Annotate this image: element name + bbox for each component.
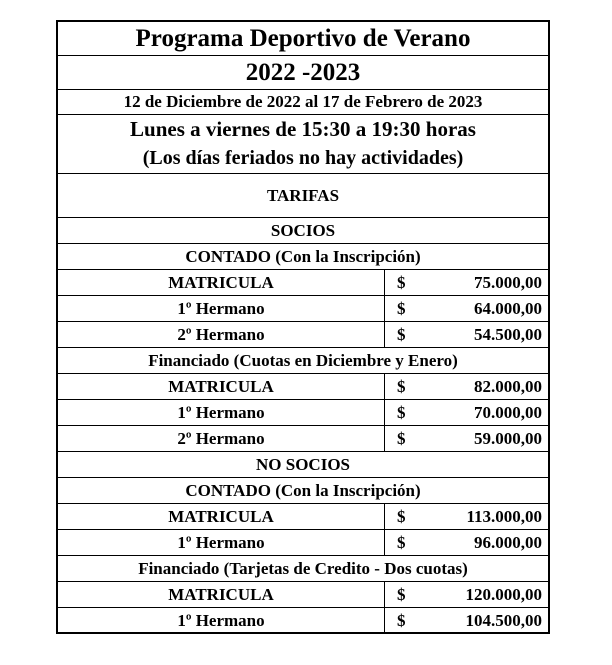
price-label: 2º Hermano — [58, 322, 385, 347]
tariff-sheet — [56, 20, 550, 634]
price-label: MATRICULA — [58, 270, 385, 295]
currency-sign: $ — [397, 324, 406, 344]
socios-heading: SOCIOS — [58, 218, 548, 244]
currency-sign: $ — [397, 298, 406, 318]
price-amount: 96.000,00 — [474, 532, 542, 552]
price-row — [58, 374, 548, 400]
tarifas-heading: TARIFAS — [58, 174, 548, 218]
currency-sign: $ — [397, 532, 406, 552]
socios-contado-heading: CONTADO (Con la Inscripción) — [58, 244, 548, 270]
currency-sign: $ — [397, 506, 406, 526]
price-row — [58, 400, 548, 426]
price-label: 1º Hermano — [58, 296, 385, 321]
price-amount: 113.000,00 — [466, 506, 542, 526]
price-row — [58, 322, 548, 348]
no-socios-heading: NO SOCIOS — [58, 452, 548, 478]
currency-sign: $ — [397, 376, 406, 396]
price-row — [58, 530, 548, 556]
no-socios-contado-heading: CONTADO (Con la Inscripción) — [58, 478, 548, 504]
price-amount: 120.000,00 — [465, 584, 542, 604]
price-amount: 70.000,00 — [474, 402, 542, 422]
currency-sign: $ — [397, 272, 406, 292]
price-amount: 75.000,00 — [474, 272, 542, 292]
no-socios-financiado-heading: Financiado (Tarjetas de Credito - Dos cuotas) — [58, 556, 548, 582]
price-label: MATRICULA — [58, 374, 385, 399]
price-amount: 64.000,00 — [474, 298, 542, 318]
price-amount: 82.000,00 — [474, 376, 542, 396]
season-dates: 12 de Diciembre de 2022 al 17 de Febrero de 2023 — [58, 90, 548, 115]
price-label: 1º Hermano — [58, 608, 385, 634]
currency-sign: $ — [397, 611, 406, 630]
price-amount: 104.500,00 — [465, 611, 542, 630]
price-label: MATRICULA — [58, 582, 385, 607]
price-label: 1º Hermano — [58, 400, 385, 425]
holiday-note: (Los días feriados no hay actividades) — [58, 144, 548, 174]
price-row — [58, 608, 548, 634]
price-amount: 59.000,00 — [474, 428, 542, 448]
price-row — [58, 504, 548, 530]
price-row — [58, 270, 548, 296]
price-label: MATRICULA — [58, 504, 385, 529]
price-row — [58, 426, 548, 452]
currency-sign: $ — [397, 584, 406, 604]
program-title: Programa Deportivo de Verano — [58, 22, 548, 56]
price-amount: 54.500,00 — [474, 324, 542, 344]
currency-sign: $ — [397, 402, 406, 422]
currency-sign: $ — [397, 428, 406, 448]
schedule-hours: Lunes a viernes de 15:30 a 19:30 horas — [130, 117, 476, 141]
price-label: 1º Hermano — [58, 530, 385, 555]
price-row — [58, 582, 548, 608]
price-label: 2º Hermano — [58, 426, 385, 451]
price-row — [58, 296, 548, 322]
socios-financiado-heading: Financiado (Cuotas en Diciembre y Enero) — [58, 348, 548, 374]
season-years: 2022 -2023 — [58, 56, 548, 90]
